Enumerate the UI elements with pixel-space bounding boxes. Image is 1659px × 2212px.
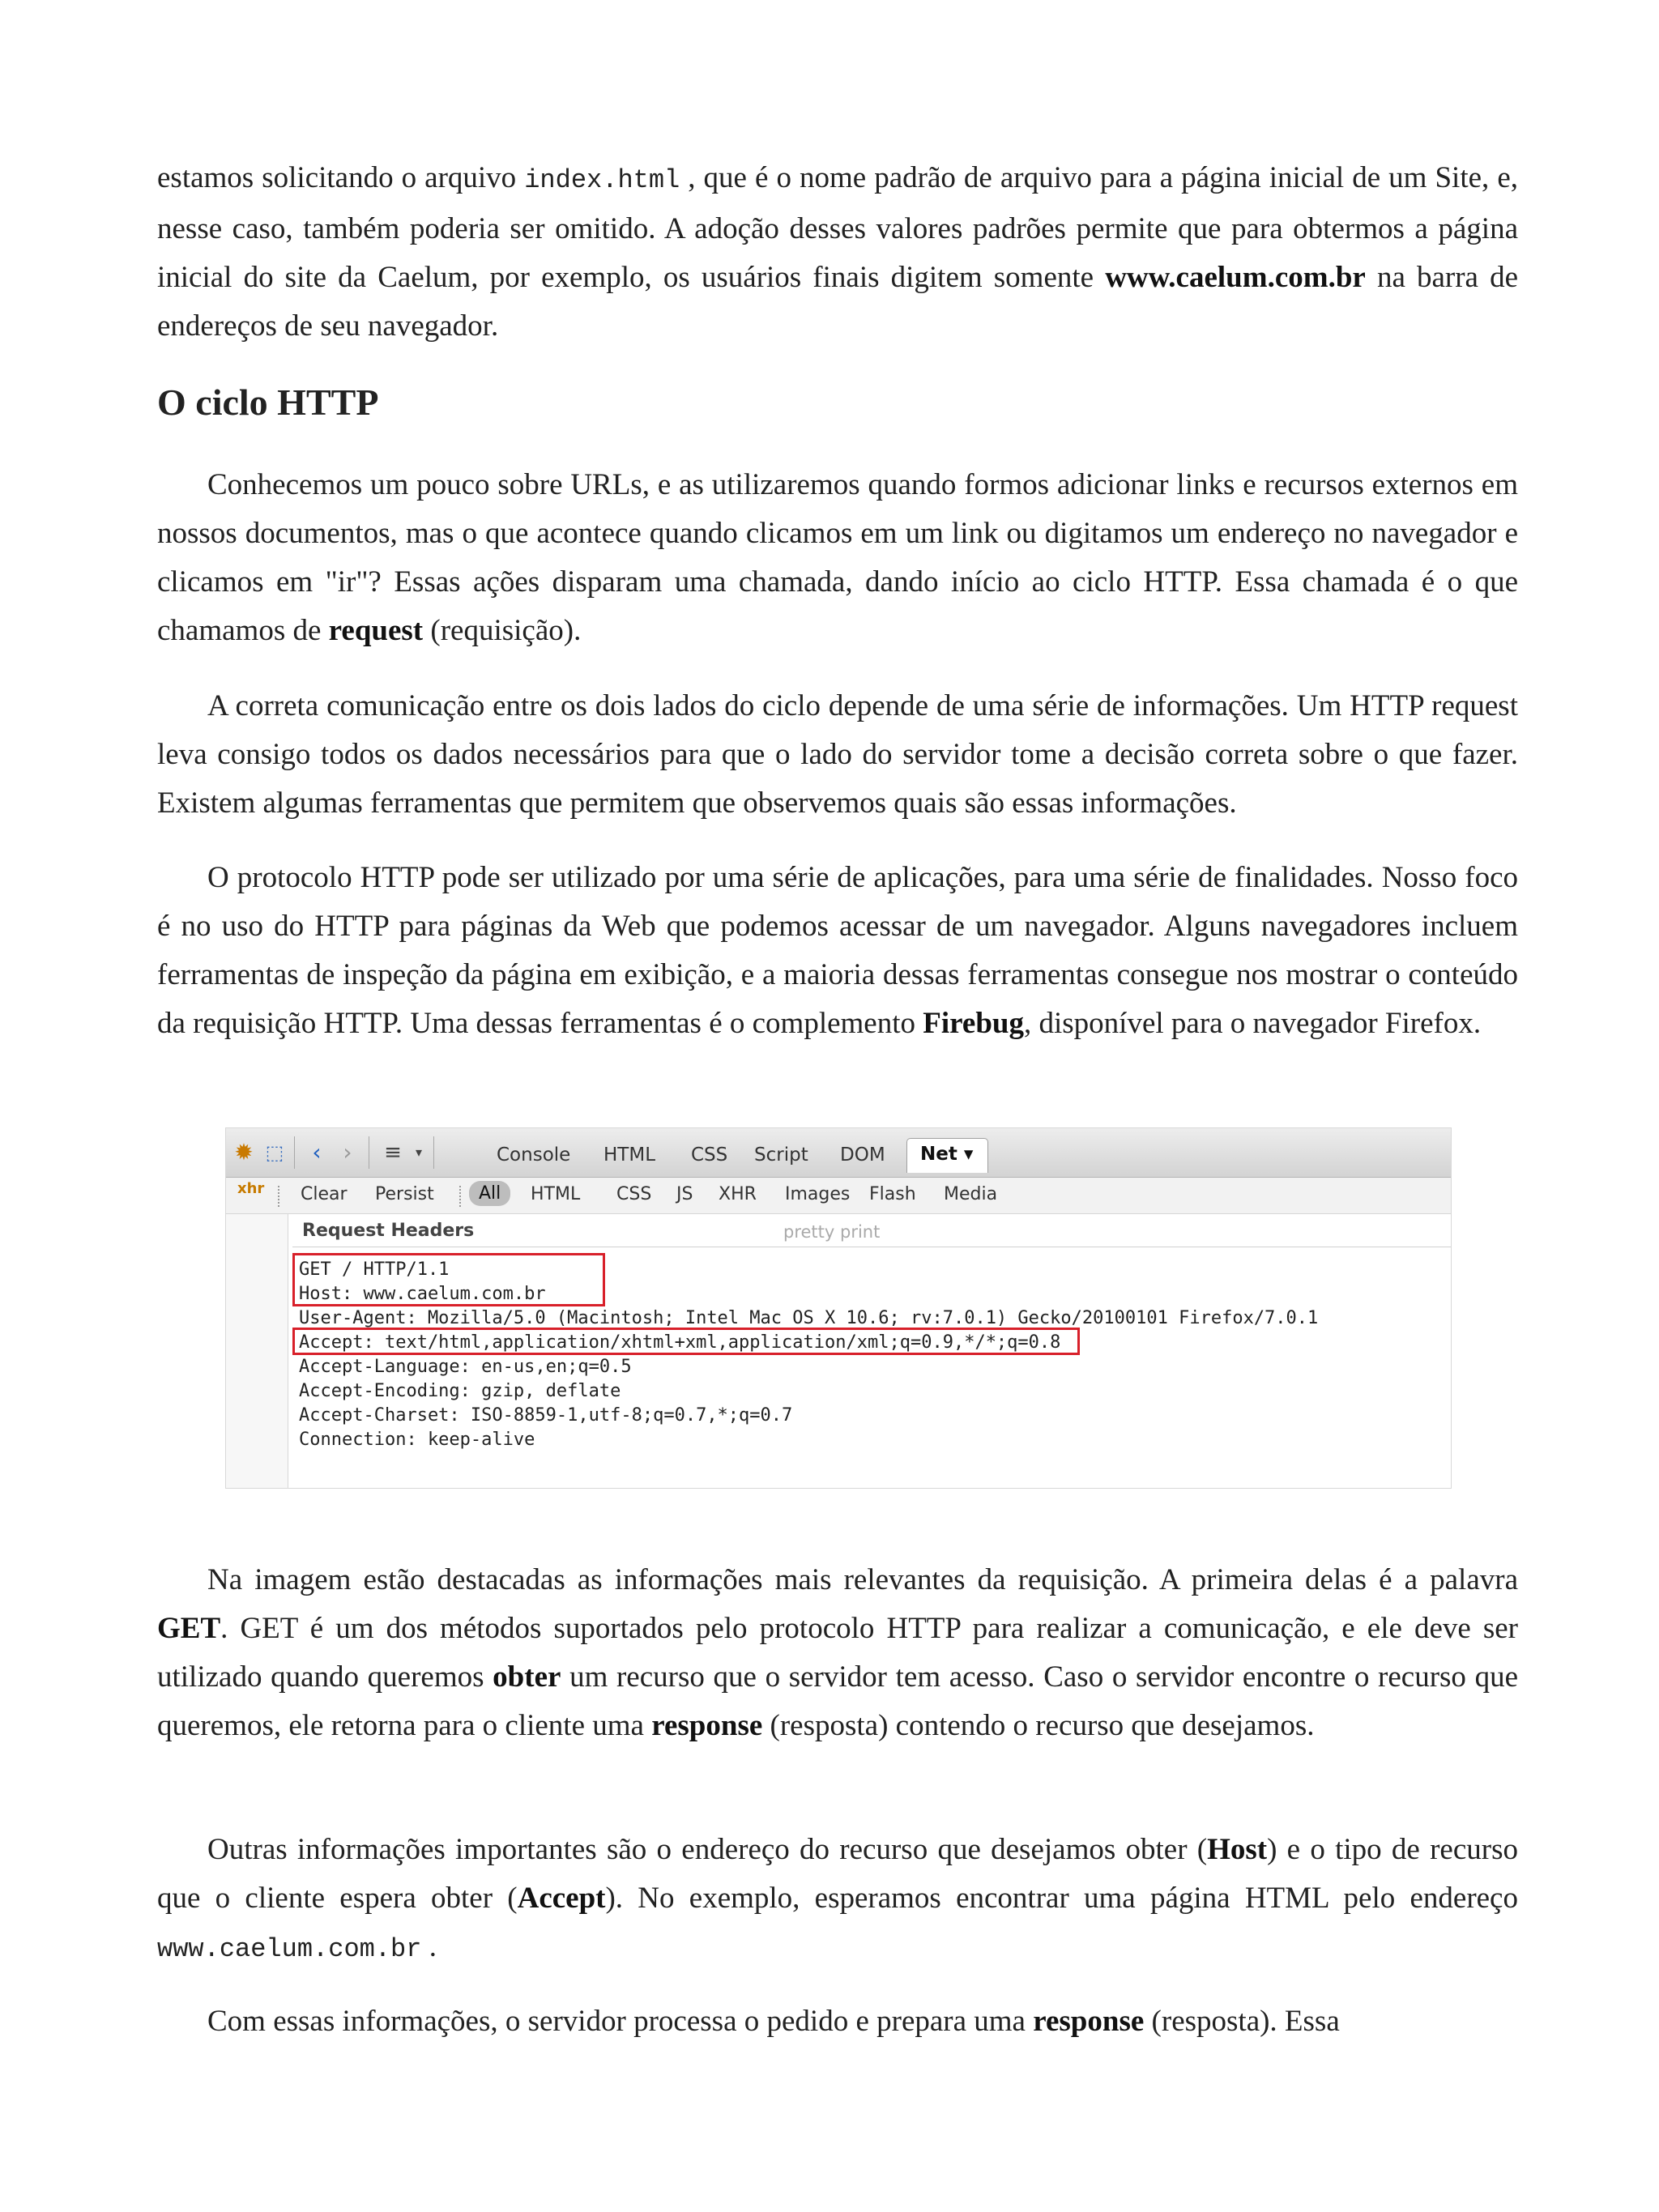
- text-span: Com essas informações, o servidor processa o pedido e prepara uma: [207, 2005, 1034, 2038]
- bold-url: www.caelum.com.br: [1105, 261, 1366, 294]
- text-span: A correta comunicação entre os dois lados do ciclo depende de uma série de informações. Um HTTP request leva consigo todos os dados necessários para que o lado do servidor tome a decisão correta sobre o que fazer. Existem algumas ferramentas que permitem que observemos quais são essas informações.: [157, 689, 1518, 820]
- text-span: , disponível para o navegador Firefox.: [1023, 1007, 1482, 1040]
- request-headers-label: Request Headers: [302, 1221, 475, 1241]
- clear-button[interactable]: Clear: [301, 1184, 348, 1204]
- paragraph-host-accept: [157, 1826, 1518, 1974]
- header-line: Accept: text/html,application/xhtml+xml,application/xml;q=0.9,*/*;q=0.8: [299, 1332, 1061, 1353]
- inline-code: www.caelum.com.br: [157, 1934, 422, 1964]
- firebug-left-gutter: [226, 1214, 288, 1488]
- bold-term: Firebug: [923, 1007, 1024, 1040]
- text-span: .: [421, 1930, 437, 1963]
- text-span: ) e o tipo de recurso que o cliente espera obter (: [157, 1833, 1518, 1915]
- section-title: O ciclo HTTP: [157, 381, 379, 423]
- tab-html[interactable]: HTML: [603, 1144, 656, 1166]
- filter-images[interactable]: Images: [785, 1184, 851, 1204]
- text-span: (resposta) contendo o recurso que desejamos.: [762, 1709, 1315, 1742]
- header-line: User-Agent: Mozilla/5.0 (Macintosh; Intel Mac OS X 10.6; rv:7.0.1) Gecko/20100101 Firefox/7.0.1: [299, 1308, 1319, 1328]
- filter-js[interactable]: JS: [676, 1184, 693, 1204]
- paragraph-protocol: [157, 854, 1518, 1048]
- firebug-bug-icon[interactable]: ✹: [234, 1139, 254, 1166]
- tab-css[interactable]: CSS: [691, 1144, 728, 1166]
- filter-flash[interactable]: Flash: [869, 1184, 916, 1204]
- tab-dom[interactable]: DOM: [840, 1144, 885, 1166]
- filter-media[interactable]: Media: [944, 1184, 998, 1204]
- filter-css[interactable]: CSS: [616, 1184, 652, 1204]
- tab-net[interactable]: Net ▾: [906, 1138, 988, 1173]
- bold-term: response: [651, 1709, 763, 1742]
- filter-xhr[interactable]: XHR: [719, 1184, 757, 1204]
- paragraph-communication: [157, 682, 1518, 828]
- bold-term: request: [328, 614, 424, 647]
- bold-term: response: [1033, 2005, 1145, 2038]
- tab-script[interactable]: Script: [754, 1144, 808, 1166]
- firebug-screenshot: [225, 1127, 1452, 1489]
- bold-term: Host: [1207, 1833, 1268, 1866]
- paragraph-http-cycle: [157, 461, 1518, 655]
- paragraph-get: [157, 1556, 1518, 1750]
- header-line: GET / HTTP/1.1: [299, 1259, 450, 1280]
- text-span: O protocolo HTTP pode ser utilizado por uma série de aplicações, para uma série de finalidades. Nosso foco é no uso do HTTP para páginas da Web que podemos acessar de um navegador. Alguns navegadores incluem ferramentas de inspeção da página em exibição, e a maioria dessas ferramentas consegue nos mostrar o conteúdo da requisição HTTP. Uma dessas ferramentas é o complemento: [157, 861, 1518, 1040]
- text-span: Na imagem estão destacadas as informações mais relevantes da requisição. A primeira delas é a palavra: [207, 1563, 1518, 1596]
- bold-term: Accept: [517, 1882, 606, 1915]
- highlight-box-accept: [292, 1328, 1080, 1355]
- header-line: Connection: keep-alive: [299, 1430, 535, 1450]
- header-line: Host: www.caelum.com.br: [299, 1284, 546, 1304]
- filter-all[interactable]: All: [469, 1181, 510, 1206]
- tab-console[interactable]: Console: [497, 1144, 571, 1166]
- paragraph-response: [157, 1997, 1518, 2046]
- text-span: (requisição).: [423, 614, 582, 647]
- firebug-main-toolbar: [226, 1128, 1451, 1178]
- filter-html[interactable]: HTML: [531, 1184, 581, 1204]
- bold-term: obter: [493, 1660, 561, 1694]
- text-span: . GET é um dos métodos suportados pelo protocolo HTTP para realizar a comunicação, e ele deve ser utilizado quando queremos: [157, 1612, 1518, 1694]
- header-line: Accept-Language: en-us,en;q=0.5: [299, 1357, 632, 1377]
- bold-term: GET: [157, 1612, 221, 1645]
- back-arrow-icon[interactable]: ‹: [312, 1139, 322, 1166]
- text-span: Conhecemos um pouco sobre URLs, e as utilizaremos quando formos adicionar links e recursos externos em nossos documentos, mas o que acontece quando clicamos em um link ou digitamos um endereço no navegador e clicamos em "ir"? Essas ações disparam uma chamada, dando início ao ciclo HTTP. Essa chamada é o que chamamos de: [157, 468, 1518, 647]
- text-span: Outras informações importantes são o endereço do recurso que desejamos obter (: [207, 1833, 1208, 1866]
- header-line: Accept-Encoding: gzip, deflate: [299, 1381, 621, 1401]
- header-line: Accept-Charset: ISO-8859-1,utf-8;q=0.7,*;q=0.7: [299, 1405, 793, 1426]
- paragraph-intro: [157, 154, 1518, 351]
- menu-list-icon[interactable]: ≡: [384, 1140, 402, 1165]
- text-span: , que é o nome padrão de arquivo para a página inicial de um Site, e, nesse caso, também poderia ser omitido. A adoção desses valores padrões permite que para obtermos a página inicial do site da Caelum, por exemplo, os usuários finais digitem somente: [157, 161, 1518, 294]
- persist-button[interactable]: Persist: [375, 1184, 434, 1204]
- text-span: um recurso que o servidor tem acesso. Caso o servidor encontre o recurso que queremos, ele retorna para o cliente uma: [157, 1660, 1518, 1742]
- pretty-print-link[interactable]: pretty print: [783, 1222, 881, 1242]
- highlight-box-get-host: [292, 1253, 605, 1306]
- inspect-icon[interactable]: ⬚: [265, 1141, 284, 1164]
- text-span: estamos solicitando o arquivo: [157, 161, 525, 194]
- inline-code: index.html: [524, 165, 680, 195]
- dropdown-arrow-icon[interactable]: ▾: [415, 1144, 423, 1160]
- forward-arrow-icon[interactable]: ›: [343, 1139, 352, 1166]
- text-span: (resposta). Essa: [1144, 2005, 1340, 2038]
- xhr-icon[interactable]: xhr: [237, 1180, 265, 1197]
- text-span: ). No exemplo, esperamos encontrar uma página HTML pelo endereço: [605, 1882, 1518, 1915]
- text-span: na barra de endereços de seu navegador.: [157, 261, 1518, 343]
- firebug-net-filter-bar: [226, 1178, 1451, 1214]
